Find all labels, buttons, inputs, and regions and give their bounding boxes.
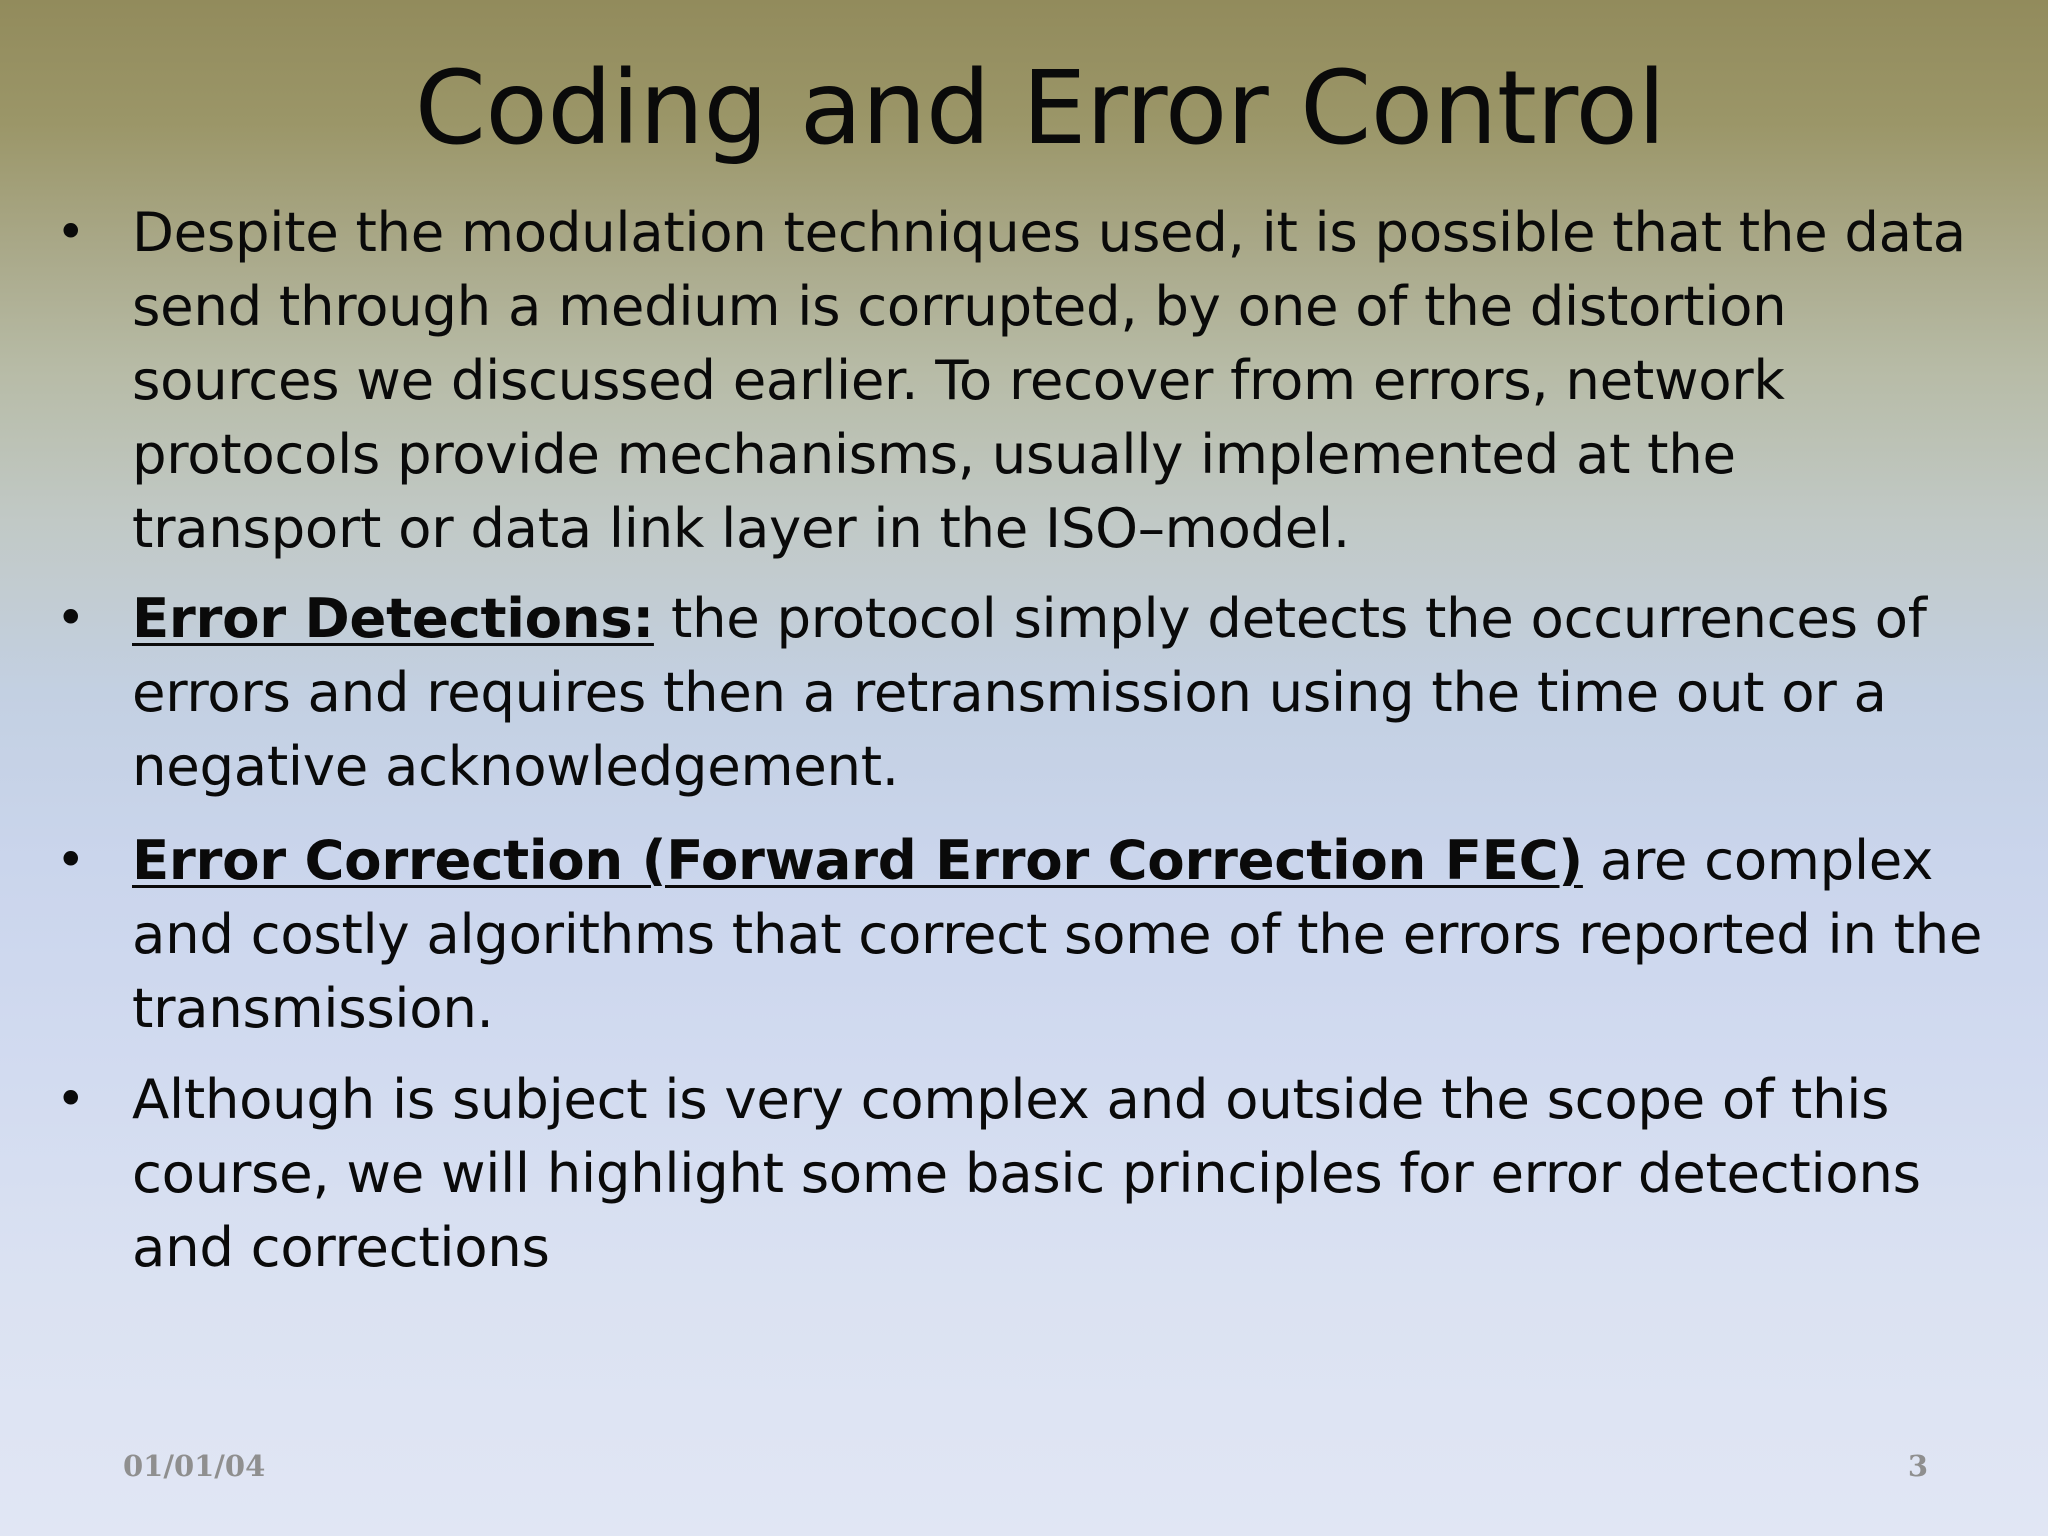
bullet-item [56,581,1992,803]
bullet-term: Error Detections: [132,586,654,650]
footer-date: 01/01/04 [123,1449,266,1483]
bullet-text: the protocol simply detects the occurrences of errors and requires then a retransmission using the time out or a negative acknowledgement. [132,586,1927,798]
footer-page-number: 3 [1907,1449,1928,1483]
slide-title: Coding and Error Control [414,49,1666,168]
bullet-icon: • [56,589,86,647]
bullet-icon: • [56,1070,86,1128]
bullet-text: are complex and costly algorithms that correct some of the errors reported in the transmission. [132,828,1983,1040]
bullet-item [56,1062,1992,1284]
bullet-item [56,195,1992,565]
bullet-icon: • [56,203,86,261]
bullet-term: Error Correction (Forward Error Correction FEC) [132,828,1583,892]
bullet-icon: • [56,831,86,889]
bullet-text: Despite the modulation techniques used, it is possible that the data send through a medium is corrupted, by one of the distortion sources we discussed earlier. To recover from errors, network protocols provide mechanisms, usually implemented at the transport or data link layer in the ISO–model. [132,200,1966,560]
bullet-list [56,195,1992,1300]
bullet-item [56,823,1992,1045]
bullet-text: Although is subject is very complex and outside the scope of this course, we will highlight some basic principles for error detections and corrections [132,1067,1921,1279]
